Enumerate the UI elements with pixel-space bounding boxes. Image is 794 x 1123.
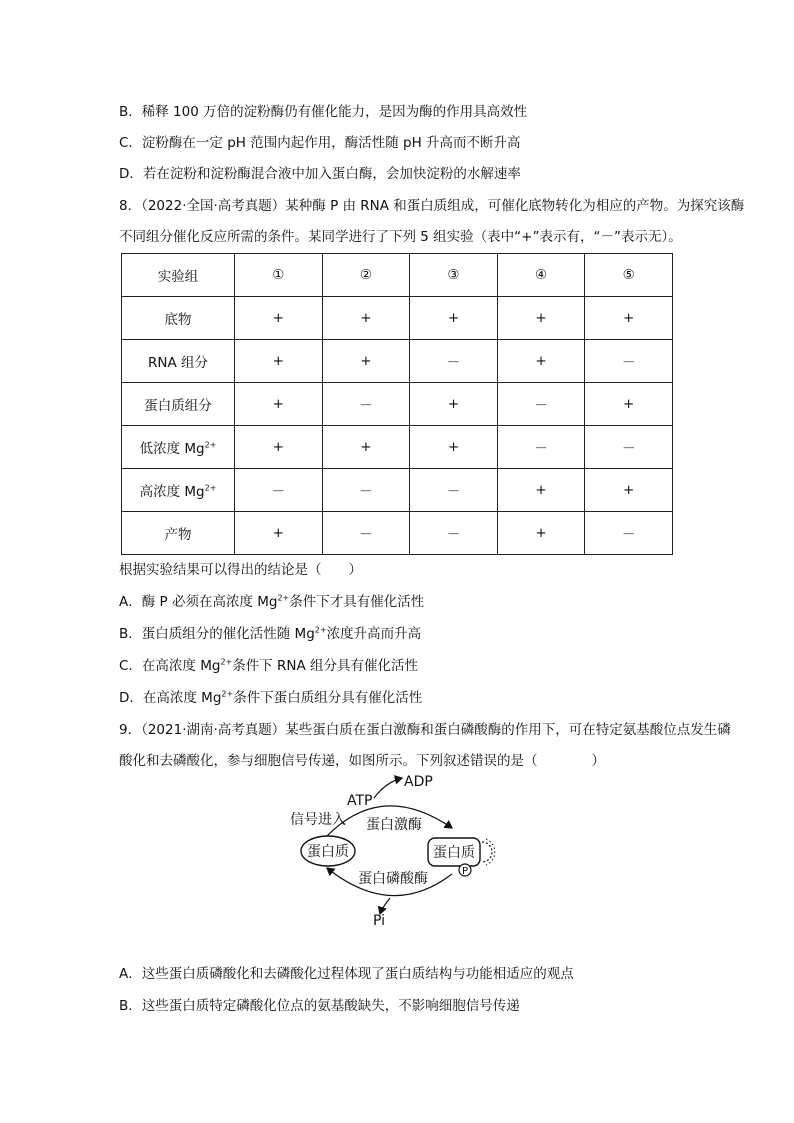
superscript: 2+ [277,593,290,603]
table-row [122,340,673,383]
row-label [122,426,235,469]
row-label: 底物 [122,297,235,340]
option-text: 条件下 RNA 组分具有催化活性 [232,658,419,674]
table-cell: + [497,297,585,340]
q9-stem-line2: 酸化和去磷酸化，参与细胞信号传递，如图所示。下列叙述错误的是（ ） [119,753,605,769]
superscript: 2+ [221,689,234,699]
table-cell: － [497,383,585,426]
phosphatase-label: 蛋白磷酸酶 [358,871,428,887]
table-cell: + [322,297,410,340]
pi-arrow [380,898,390,914]
table-cell: + [497,469,585,512]
option-text: 浓度升高而升高 [326,626,422,642]
table-cell: － [585,426,673,469]
superscript: 2+ [204,440,217,450]
q9-option-b: B．这些蛋白质特定磷酸化位点的氨基酸缺失，不影响细胞信号传递 [119,998,520,1014]
q7-option-d: D．若在淀粉和淀粉酶混合液中加入蛋白酶，会加快淀粉的水解速率 [119,166,521,182]
phosphate-label: P [461,866,469,877]
q8-question: 根据实验结果可以得出的结论是（ ） [119,562,362,578]
q8-option-a [119,592,424,612]
table-cell: + [585,297,673,340]
table-cell: + [410,426,498,469]
table-cell: － [497,426,585,469]
table-cell: － [322,512,410,555]
table-header-cell: ② [322,254,410,297]
table-cell: + [235,340,323,383]
superscript: 2+ [220,657,233,667]
table-cell: － [322,383,410,426]
atp-adp-arrow [374,778,402,798]
row-label-text: 高浓度 Mg [139,484,205,500]
table-cell: － [322,469,410,512]
row-label-text: 低浓度 Mg [139,441,205,457]
table-header-cell: ⑤ [585,254,673,297]
q8-stem-line1: 8．（2022·全国·高考真题）某种酶 P 由 RNA 和蛋白质组成，可催化底物转化为相应的产物。为探究该酶 [119,198,745,214]
row-label: 蛋白质组分 [122,383,235,426]
table-row [122,383,673,426]
option-text: 条件下才具有催化活性 [289,594,425,610]
q9-stem-line1: 9．（2021·湖南·高考真题）某些蛋白质在蛋白激酶和蛋白磷酸酶的作用下，可在特定氨基酸位点发生磷 [119,722,731,738]
table-cell: + [410,383,498,426]
table-header-cell: ④ [497,254,585,297]
table-header-cell: 实验组 [122,254,235,297]
table-cell: + [235,297,323,340]
table-cell: － [585,340,673,383]
q7-option-c: C．淀粉酶在一定 pH 范围内起作用，酶活性随 pH 升高而不断升高 [119,135,521,151]
signal-label: 信号进入 [290,812,346,828]
option-text: 条件下蛋白质组分具有催化活性 [233,690,423,706]
table-cell: + [497,340,585,383]
option-text: A．酶 P 必须在高浓度 Mg [119,594,278,610]
table-row [122,469,673,512]
superscript: 2+ [314,625,327,635]
adp-label: ADP [404,774,433,790]
table-cell: － [235,469,323,512]
kinase-label: 蛋白激酶 [366,817,422,833]
option-text: C．在高浓度 Mg [119,658,221,674]
signal-glow-icon [482,842,492,862]
protein-left-label: 蛋白质 [307,844,349,860]
table-cell: + [235,426,323,469]
experiment-table [121,253,673,555]
table-cell: + [235,383,323,426]
q9-option-a: A．这些蛋白质磷酸化和去磷酸化过程体现了蛋白质结构与功能相适应的观点 [119,966,574,982]
table-cell: － [410,512,498,555]
table-cell: + [322,340,410,383]
row-label: RNA 组分 [122,340,235,383]
table-row [122,512,673,555]
row-label: 产物 [122,512,235,555]
table-cell: － [410,469,498,512]
table-row [122,426,673,469]
q8-option-c [119,656,418,676]
table-cell: － [410,340,498,383]
table-cell: + [585,383,673,426]
phosphorylation-diagram [282,770,512,930]
option-text: D．在高浓度 Mg [119,690,222,706]
atp-label: ATP [347,793,373,809]
table-header-cell: ③ [410,254,498,297]
table-cell: + [322,426,410,469]
table-cell: + [585,469,673,512]
q8-option-b [119,624,421,644]
superscript: 2+ [204,483,217,493]
table-cell: + [410,297,498,340]
option-text: B．蛋白质组分的催化活性随 Mg [119,626,315,642]
table-cell: + [497,512,585,555]
table-cell: + [235,512,323,555]
table-cell: － [585,512,673,555]
table-row [122,297,673,340]
q7-option-b: B．稀释 100 万倍的淀粉酶仍有催化能力，是因为酶的作用具高效性 [119,104,528,120]
protein-right-label: 蛋白质 [433,845,475,861]
table-header-row [122,254,673,297]
pi-label: Pi [373,913,386,929]
q8-option-d [119,688,422,708]
table-header-cell: ① [235,254,323,297]
row-label [122,469,235,512]
q8-stem-line2: 不同组分催化反应所需的条件。某同学进行了下列 5 组实验（表中“+”表示有，“－”表示无）。 [119,229,682,245]
